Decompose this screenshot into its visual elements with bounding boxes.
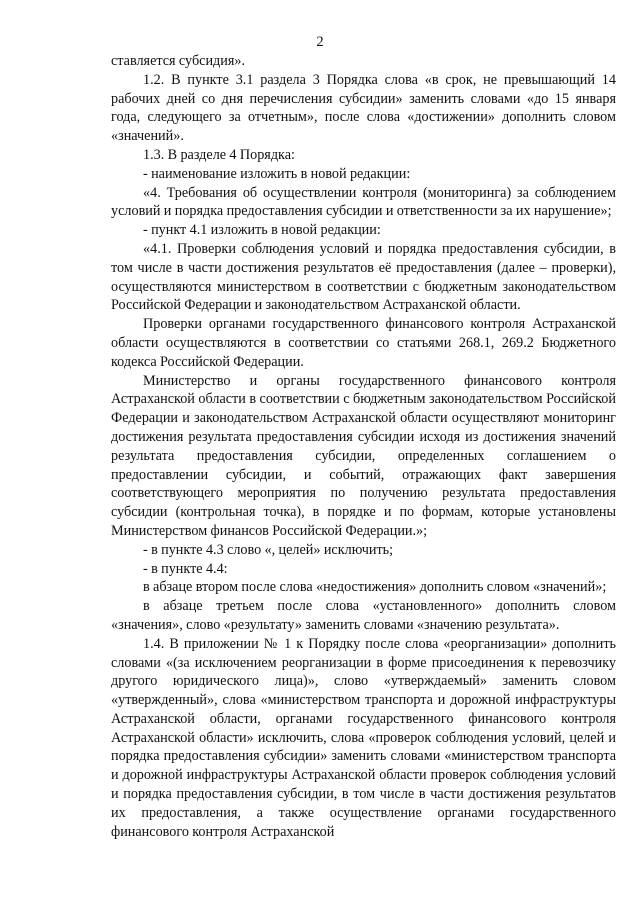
page-number: 2	[316, 34, 324, 50]
paragraph: - наименование изложить в новой редакции:	[143, 165, 411, 182]
paragraph: - в пункте 4.3 слово «, целей» исключить;	[143, 541, 394, 558]
paragraph: Министерство и органы государственного финансового контроля Астраханской области в соответствии с бюджетным законодательством Российской Федерации и законодательством Астраханской области осуществляют мониторинг достижения результата предоставления субсидии исходя из достижения значений результата предоставления субсидии, определенных соглашением о предоставлении субсидии, и событий, отражающих факт завершения соответствующего мероприятия по получению результата предоставления субсидии (контрольная точка), в порядке и по формам, которые установлены Министерством финансов Российской Федерации.»;	[111, 372, 616, 539]
paragraph: ставляется субсидия».	[111, 53, 246, 69]
paragraph: Проверки органами государственного финансового контроля Астраханской области осуществляются в соответствии со статьями 268.1, 269.2 Бюджетного кодекса Российской Федерации.	[111, 316, 616, 370]
paragraph: - пункт 4.1 изложить в новой редакции:	[143, 222, 381, 239]
paragraph: - в пункте 4.4:	[143, 560, 228, 577]
paragraph: в абзаце третьем после слова «установленного» дополнить словом «значения», слово «результату» заменить словами «значению результата».	[111, 598, 616, 633]
paragraph: «4.1. Проверки соблюдения условий и порядка предоставления субсидии, в том числе в части достижения результатов её предоставления (далее – проверки), осуществляются министерством в соответствии с бюджетным законодательством Российской Федерации и законодательством Астраханской области.	[111, 240, 616, 314]
document-body	[111, 52, 616, 841]
paragraph: 1.4. В приложении № 1 к Порядку после слова «реорганизации» дополнить словами «(за исключением реорганизации в форме присоединения к перевозчику другого юридического лица)», слово «утверждаемый» заменить словом «утвержденный», слова «министерством транспорта и дорожной инфраструктуры Астраханской области, органами государственного финансового контроля Астраханской области» исключить, слова «проверок соблюдения условий, целей и порядка предоставления субсидии» заменить словами «министерством транспорта и дорожной инфраструктуры Астраханской области проверок соблюдения условий и порядка предоставления субсидии, в том числе в части достижения результатов их предоставления, а также осуществление органами государственного финансового контроля Астраханской	[111, 635, 616, 840]
paragraph: 1.2. В пункте 3.1 раздела 3 Порядка слова «в срок, не превышающий 14 рабочих дней со дня перечисления субсидии» заменить словами «до 15 января года, следующего за отчетным», после слова «достижении» дополнить словом «значений».	[111, 71, 616, 145]
paragraph: 1.3. В разделе 4 Порядка:	[143, 146, 295, 163]
paragraph: в абзаце втором после слова «недостижения» дополнить словом «значений»;	[143, 579, 607, 596]
paragraph: «4. Требования об осуществлении контроля (мониторинга) за соблюдением условий и порядка предоставления субсидии и ответственности за их нарушение»;	[111, 184, 616, 220]
